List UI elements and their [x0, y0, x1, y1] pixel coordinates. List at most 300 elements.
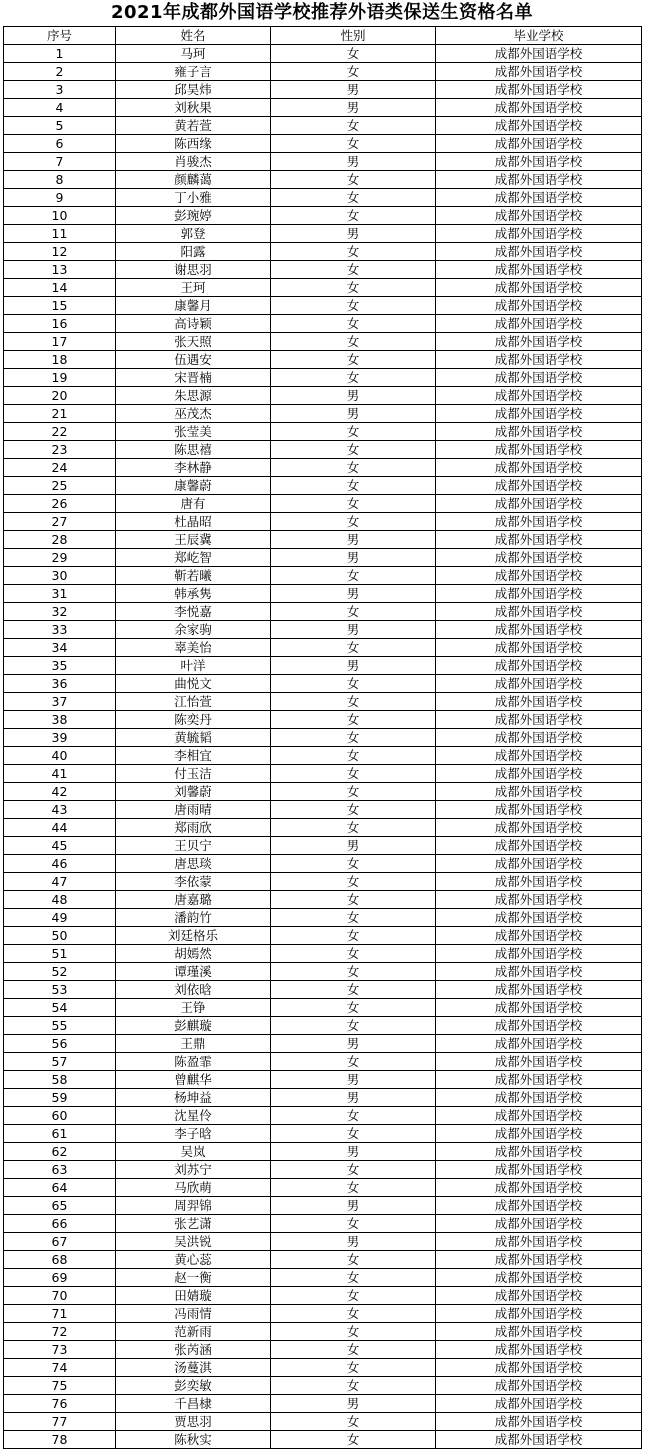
table-row — [4, 945, 642, 963]
cell-graduating-school: 成都外国语学校 — [436, 855, 642, 873]
cell-graduating-school: 成都外国语学校 — [436, 1071, 642, 1089]
cell-serial-number: 15 — [4, 297, 116, 315]
cell-name: 黄心蕊 — [116, 1251, 271, 1269]
table-row — [4, 225, 642, 243]
cell-serial-number: 46 — [4, 855, 116, 873]
cell-graduating-school: 成都外国语学校 — [436, 1287, 642, 1305]
table-row — [4, 603, 642, 621]
cell-graduating-school: 成都外国语学校 — [436, 387, 642, 405]
table-row — [4, 405, 642, 423]
cell-gender: 女 — [271, 1215, 436, 1233]
cell-gender: 女 — [271, 243, 436, 261]
cell-name: 郭登 — [116, 225, 271, 243]
table-row — [4, 711, 642, 729]
cell-name: 靳若曦 — [116, 567, 271, 585]
cell-gender: 女 — [271, 801, 436, 819]
cell-gender: 女 — [271, 639, 436, 657]
cell-graduating-school: 成都外国语学校 — [436, 1341, 642, 1359]
cell-serial-number: 69 — [4, 1269, 116, 1287]
table-row — [4, 1053, 642, 1071]
cell-serial-number: 48 — [4, 891, 116, 909]
cell-gender: 男 — [271, 585, 436, 603]
cell-serial-number: 24 — [4, 459, 116, 477]
cell-name: 朱思源 — [116, 387, 271, 405]
cell-name: 阳露 — [116, 243, 271, 261]
cell-name: 王辰冀 — [116, 531, 271, 549]
cell-name: 范新雨 — [116, 1323, 271, 1341]
cell-graduating-school: 成都外国语学校 — [436, 81, 642, 99]
table-row — [4, 783, 642, 801]
cell-graduating-school: 成都外国语学校 — [436, 1089, 642, 1107]
cell-graduating-school: 成都外国语学校 — [436, 1251, 642, 1269]
cell-serial-number: 64 — [4, 1179, 116, 1197]
cell-graduating-school: 成都外国语学校 — [436, 495, 642, 513]
cell-gender: 女 — [271, 1269, 436, 1287]
cell-gender: 女 — [271, 693, 436, 711]
cell-name: 谢思羽 — [116, 261, 271, 279]
cell-gender: 女 — [271, 1017, 436, 1035]
cell-graduating-school: 成都外国语学校 — [436, 243, 642, 261]
cell-graduating-school: 成都外国语学校 — [436, 927, 642, 945]
table-row — [4, 837, 642, 855]
cell-name: 张艺潇 — [116, 1215, 271, 1233]
cell-name: 王贝宁 — [116, 837, 271, 855]
table-row — [4, 261, 642, 279]
cell-name: 唐雨晴 — [116, 801, 271, 819]
cell-serial-number: 20 — [4, 387, 116, 405]
cell-gender: 女 — [271, 441, 436, 459]
cell-serial-number: 57 — [4, 1053, 116, 1071]
cell-gender: 女 — [271, 1377, 436, 1395]
cell-gender: 男 — [271, 99, 436, 117]
cell-name: 潘韵竹 — [116, 909, 271, 927]
table-row — [4, 675, 642, 693]
cell-name: 付玉洁 — [116, 765, 271, 783]
cell-graduating-school: 成都外国语学校 — [436, 405, 642, 423]
cell-graduating-school: 成都外国语学校 — [436, 1413, 642, 1431]
cell-graduating-school: 成都外国语学校 — [436, 1125, 642, 1143]
cell-graduating-school: 成都外国语学校 — [436, 315, 642, 333]
cell-gender: 女 — [271, 189, 436, 207]
table-row — [4, 351, 642, 369]
cell-graduating-school: 成都外国语学校 — [436, 1179, 642, 1197]
cell-serial-number: 60 — [4, 1107, 116, 1125]
cell-serial-number: 50 — [4, 927, 116, 945]
cell-serial-number: 43 — [4, 801, 116, 819]
cell-graduating-school: 成都外国语学校 — [436, 999, 642, 1017]
cell-serial-number: 42 — [4, 783, 116, 801]
cell-graduating-school: 成都外国语学校 — [436, 189, 642, 207]
cell-graduating-school: 成都外国语学校 — [436, 945, 642, 963]
cell-serial-number: 23 — [4, 441, 116, 459]
table-row — [4, 63, 642, 81]
table-row — [4, 1215, 642, 1233]
cell-gender: 女 — [271, 981, 436, 999]
cell-gender: 女 — [271, 1161, 436, 1179]
cell-name: 杨坤益 — [116, 1089, 271, 1107]
cell-name: 胡嫣然 — [116, 945, 271, 963]
cell-name: 康馨蔚 — [116, 477, 271, 495]
cell-serial-number: 70 — [4, 1287, 116, 1305]
cell-serial-number: 7 — [4, 153, 116, 171]
cell-serial-number: 35 — [4, 657, 116, 675]
cell-gender: 女 — [271, 999, 436, 1017]
cell-name: 王鼎 — [116, 1035, 271, 1053]
cell-name: 刘馨蔚 — [116, 783, 271, 801]
cell-name: 刘苏宁 — [116, 1161, 271, 1179]
cell-gender: 女 — [271, 297, 436, 315]
cell-gender: 男 — [271, 225, 436, 243]
spreadsheet-document — [3, 0, 641, 1449]
cell-graduating-school: 成都外国语学校 — [436, 225, 642, 243]
cell-gender: 女 — [271, 117, 436, 135]
cell-name: 叶洋 — [116, 657, 271, 675]
cell-name: 李依蒙 — [116, 873, 271, 891]
cell-name: 余家驹 — [116, 621, 271, 639]
cell-serial-number: 77 — [4, 1413, 116, 1431]
cell-serial-number: 62 — [4, 1143, 116, 1161]
cell-serial-number: 33 — [4, 621, 116, 639]
cell-gender: 男 — [271, 1233, 436, 1251]
cell-graduating-school: 成都外国语学校 — [436, 1395, 642, 1413]
table-row — [4, 1341, 642, 1359]
cell-graduating-school: 成都外国语学校 — [436, 1053, 642, 1071]
cell-serial-number: 27 — [4, 513, 116, 531]
cell-serial-number: 8 — [4, 171, 116, 189]
cell-graduating-school: 成都外国语学校 — [436, 63, 642, 81]
cell-gender: 女 — [271, 675, 436, 693]
cell-serial-number: 19 — [4, 369, 116, 387]
cell-name: 冯雨情 — [116, 1305, 271, 1323]
cell-serial-number: 16 — [4, 315, 116, 333]
cell-graduating-school: 成都外国语学校 — [436, 207, 642, 225]
candidate-table — [3, 26, 642, 1449]
cell-graduating-school: 成都外国语学校 — [436, 639, 642, 657]
table-row — [4, 297, 642, 315]
table-row — [4, 1287, 642, 1305]
table-row — [4, 873, 642, 891]
cell-serial-number: 36 — [4, 675, 116, 693]
cell-graduating-school: 成都外国语学校 — [436, 621, 642, 639]
table-row — [4, 909, 642, 927]
cell-serial-number: 68 — [4, 1251, 116, 1269]
cell-serial-number: 6 — [4, 135, 116, 153]
table-row — [4, 1413, 642, 1431]
cell-serial-number: 31 — [4, 585, 116, 603]
cell-gender: 女 — [271, 135, 436, 153]
cell-graduating-school: 成都外国语学校 — [436, 1143, 642, 1161]
table-row — [4, 729, 642, 747]
cell-graduating-school: 成都外国语学校 — [436, 873, 642, 891]
cell-gender: 女 — [271, 477, 436, 495]
table-header-row — [4, 27, 642, 45]
cell-name: 曾麒华 — [116, 1071, 271, 1089]
cell-serial-number: 52 — [4, 963, 116, 981]
cell-serial-number: 3 — [4, 81, 116, 99]
cell-serial-number: 66 — [4, 1215, 116, 1233]
table-row — [4, 1125, 642, 1143]
cell-name: 吴岚 — [116, 1143, 271, 1161]
table-row — [4, 171, 642, 189]
cell-gender: 女 — [271, 567, 436, 585]
table-row — [4, 279, 642, 297]
cell-graduating-school: 成都外国语学校 — [436, 963, 642, 981]
table-row — [4, 1071, 642, 1089]
cell-gender: 女 — [271, 1251, 436, 1269]
header-graduating-school: 毕业学校 — [436, 27, 642, 45]
table-row — [4, 243, 642, 261]
cell-graduating-school: 成都外国语学校 — [436, 603, 642, 621]
table-row — [4, 1161, 642, 1179]
cell-graduating-school: 成都外国语学校 — [436, 693, 642, 711]
cell-graduating-school: 成都外国语学校 — [436, 837, 642, 855]
cell-serial-number: 10 — [4, 207, 116, 225]
cell-gender: 女 — [271, 819, 436, 837]
table-row — [4, 387, 642, 405]
table-row — [4, 1179, 642, 1197]
cell-gender: 男 — [271, 549, 436, 567]
cell-name: 康馨月 — [116, 297, 271, 315]
cell-gender: 女 — [271, 315, 436, 333]
table-row — [4, 495, 642, 513]
cell-gender: 女 — [271, 711, 436, 729]
cell-gender: 女 — [271, 495, 436, 513]
cell-gender: 女 — [271, 423, 436, 441]
table-row — [4, 207, 642, 225]
cell-graduating-school: 成都外国语学校 — [436, 819, 642, 837]
table-row — [4, 1377, 642, 1395]
cell-graduating-school: 成都外国语学校 — [436, 351, 642, 369]
table-row — [4, 693, 642, 711]
cell-name: 雍子言 — [116, 63, 271, 81]
table-row — [4, 135, 642, 153]
cell-gender: 男 — [271, 1395, 436, 1413]
cell-graduating-school: 成都外国语学校 — [436, 1431, 642, 1449]
cell-graduating-school: 成都外国语学校 — [436, 747, 642, 765]
cell-serial-number: 2 — [4, 63, 116, 81]
table-row — [4, 477, 642, 495]
cell-gender: 女 — [271, 945, 436, 963]
cell-name: 谭瑾溪 — [116, 963, 271, 981]
cell-name: 肖骏杰 — [116, 153, 271, 171]
table-row — [4, 891, 642, 909]
cell-name: 周羿锦 — [116, 1197, 271, 1215]
cell-name: 陈秋实 — [116, 1431, 271, 1449]
cell-serial-number: 58 — [4, 1071, 116, 1089]
cell-gender: 男 — [271, 387, 436, 405]
cell-gender: 女 — [271, 1107, 436, 1125]
table-row — [4, 1017, 642, 1035]
cell-graduating-school: 成都外国语学校 — [436, 99, 642, 117]
cell-name: 刘秋果 — [116, 99, 271, 117]
table-row — [4, 1233, 642, 1251]
cell-gender: 男 — [271, 1071, 436, 1089]
table-row — [4, 369, 642, 387]
cell-graduating-school: 成都外国语学校 — [436, 261, 642, 279]
cell-gender: 女 — [271, 45, 436, 63]
table-row — [4, 153, 642, 171]
cell-graduating-school: 成都外国语学校 — [436, 801, 642, 819]
cell-name: 张芮涵 — [116, 1341, 271, 1359]
cell-name: 杜晶昭 — [116, 513, 271, 531]
table-row — [4, 819, 642, 837]
table-row — [4, 1395, 642, 1413]
cell-gender: 男 — [271, 531, 436, 549]
table-row — [4, 549, 642, 567]
cell-graduating-school: 成都外国语学校 — [436, 585, 642, 603]
table-row — [4, 459, 642, 477]
cell-name: 伍遇安 — [116, 351, 271, 369]
cell-name: 陈盈霏 — [116, 1053, 271, 1071]
cell-name: 唐思琰 — [116, 855, 271, 873]
cell-gender: 男 — [271, 837, 436, 855]
cell-gender: 女 — [271, 603, 436, 621]
table-row — [4, 621, 642, 639]
cell-graduating-school: 成都外国语学校 — [436, 981, 642, 999]
cell-serial-number: 28 — [4, 531, 116, 549]
cell-serial-number: 32 — [4, 603, 116, 621]
cell-serial-number: 13 — [4, 261, 116, 279]
cell-serial-number: 17 — [4, 333, 116, 351]
cell-serial-number: 11 — [4, 225, 116, 243]
cell-gender: 女 — [271, 855, 436, 873]
cell-gender: 男 — [271, 1035, 436, 1053]
cell-serial-number: 39 — [4, 729, 116, 747]
table-row — [4, 423, 642, 441]
cell-serial-number: 75 — [4, 1377, 116, 1395]
cell-serial-number: 67 — [4, 1233, 116, 1251]
cell-gender: 女 — [271, 963, 436, 981]
cell-graduating-school: 成都外国语学校 — [436, 1305, 642, 1323]
cell-serial-number: 25 — [4, 477, 116, 495]
cell-serial-number: 37 — [4, 693, 116, 711]
table-row — [4, 99, 642, 117]
cell-name: 辜美怡 — [116, 639, 271, 657]
cell-name: 刘依晗 — [116, 981, 271, 999]
cell-name: 黄若萱 — [116, 117, 271, 135]
cell-graduating-school: 成都外国语学校 — [436, 1197, 642, 1215]
cell-name: 李相宜 — [116, 747, 271, 765]
cell-serial-number: 54 — [4, 999, 116, 1017]
cell-name: 李子晗 — [116, 1125, 271, 1143]
cell-graduating-school: 成都外国语学校 — [436, 1377, 642, 1395]
cell-serial-number: 51 — [4, 945, 116, 963]
cell-graduating-school: 成都外国语学校 — [436, 1017, 642, 1035]
document-title: 2021年成都外国语学校推荐外语类保送生资格名单 — [110, 2, 534, 23]
table-row — [4, 657, 642, 675]
cell-gender: 女 — [271, 279, 436, 297]
table-row — [4, 1359, 642, 1377]
table-row — [4, 927, 642, 945]
cell-gender: 男 — [271, 1089, 436, 1107]
cell-gender: 女 — [271, 1179, 436, 1197]
table-row — [4, 981, 642, 999]
cell-serial-number: 38 — [4, 711, 116, 729]
cell-graduating-school: 成都外国语学校 — [436, 459, 642, 477]
table-row — [4, 801, 642, 819]
cell-graduating-school: 成都外国语学校 — [436, 441, 642, 459]
table-row — [4, 1323, 642, 1341]
table-row — [4, 1431, 642, 1449]
cell-serial-number: 78 — [4, 1431, 116, 1449]
cell-graduating-school: 成都外国语学校 — [436, 1323, 642, 1341]
cell-serial-number: 63 — [4, 1161, 116, 1179]
cell-gender: 女 — [271, 729, 436, 747]
cell-name: 韩承隽 — [116, 585, 271, 603]
cell-gender: 女 — [271, 1053, 436, 1071]
table-row — [4, 639, 642, 657]
cell-gender: 男 — [271, 153, 436, 171]
table-row — [4, 765, 642, 783]
cell-serial-number: 30 — [4, 567, 116, 585]
table-row — [4, 1269, 642, 1287]
cell-gender: 女 — [271, 351, 436, 369]
cell-serial-number: 53 — [4, 981, 116, 999]
cell-serial-number: 56 — [4, 1035, 116, 1053]
cell-graduating-school: 成都外国语学校 — [436, 369, 642, 387]
cell-serial-number: 21 — [4, 405, 116, 423]
cell-name: 李悦嘉 — [116, 603, 271, 621]
table-row — [4, 513, 642, 531]
table-row — [4, 45, 642, 63]
cell-graduating-school: 成都外国语学校 — [436, 153, 642, 171]
cell-graduating-school: 成都外国语学校 — [436, 1269, 642, 1287]
table-row — [4, 585, 642, 603]
table-row — [4, 999, 642, 1017]
cell-serial-number: 34 — [4, 639, 116, 657]
cell-graduating-school: 成都外国语学校 — [436, 675, 642, 693]
cell-gender: 女 — [271, 783, 436, 801]
table-row — [4, 855, 642, 873]
cell-name: 刘廷格乐 — [116, 927, 271, 945]
cell-serial-number: 49 — [4, 909, 116, 927]
table-row — [4, 747, 642, 765]
cell-name: 宋晋楠 — [116, 369, 271, 387]
cell-name: 江怡萱 — [116, 693, 271, 711]
table-row — [4, 117, 642, 135]
table-row — [4, 1107, 642, 1125]
cell-name: 彭麒璇 — [116, 1017, 271, 1035]
cell-graduating-school: 成都外国语学校 — [436, 711, 642, 729]
table-row — [4, 567, 642, 585]
cell-name: 沈星伶 — [116, 1107, 271, 1125]
cell-name: 唐有 — [116, 495, 271, 513]
cell-gender: 女 — [271, 891, 436, 909]
cell-gender: 男 — [271, 1197, 436, 1215]
cell-graduating-school: 成都外国语学校 — [436, 657, 642, 675]
cell-name: 吴洪锐 — [116, 1233, 271, 1251]
cell-gender: 女 — [271, 1431, 436, 1449]
header-serial-number: 序号 — [4, 27, 116, 45]
cell-gender: 女 — [271, 63, 436, 81]
cell-serial-number: 72 — [4, 1323, 116, 1341]
cell-gender: 女 — [271, 1323, 436, 1341]
cell-name: 赵一衡 — [116, 1269, 271, 1287]
cell-name: 彭奕敏 — [116, 1377, 271, 1395]
cell-name: 王珂 — [116, 279, 271, 297]
cell-name: 邱昊炜 — [116, 81, 271, 99]
cell-gender: 女 — [271, 1125, 436, 1143]
cell-serial-number: 26 — [4, 495, 116, 513]
cell-graduating-school: 成都外国语学校 — [436, 891, 642, 909]
cell-name: 贾思羽 — [116, 1413, 271, 1431]
cell-gender: 女 — [271, 1305, 436, 1323]
cell-serial-number: 71 — [4, 1305, 116, 1323]
table-row — [4, 531, 642, 549]
cell-serial-number: 12 — [4, 243, 116, 261]
cell-name: 李林静 — [116, 459, 271, 477]
table-row — [4, 1251, 642, 1269]
